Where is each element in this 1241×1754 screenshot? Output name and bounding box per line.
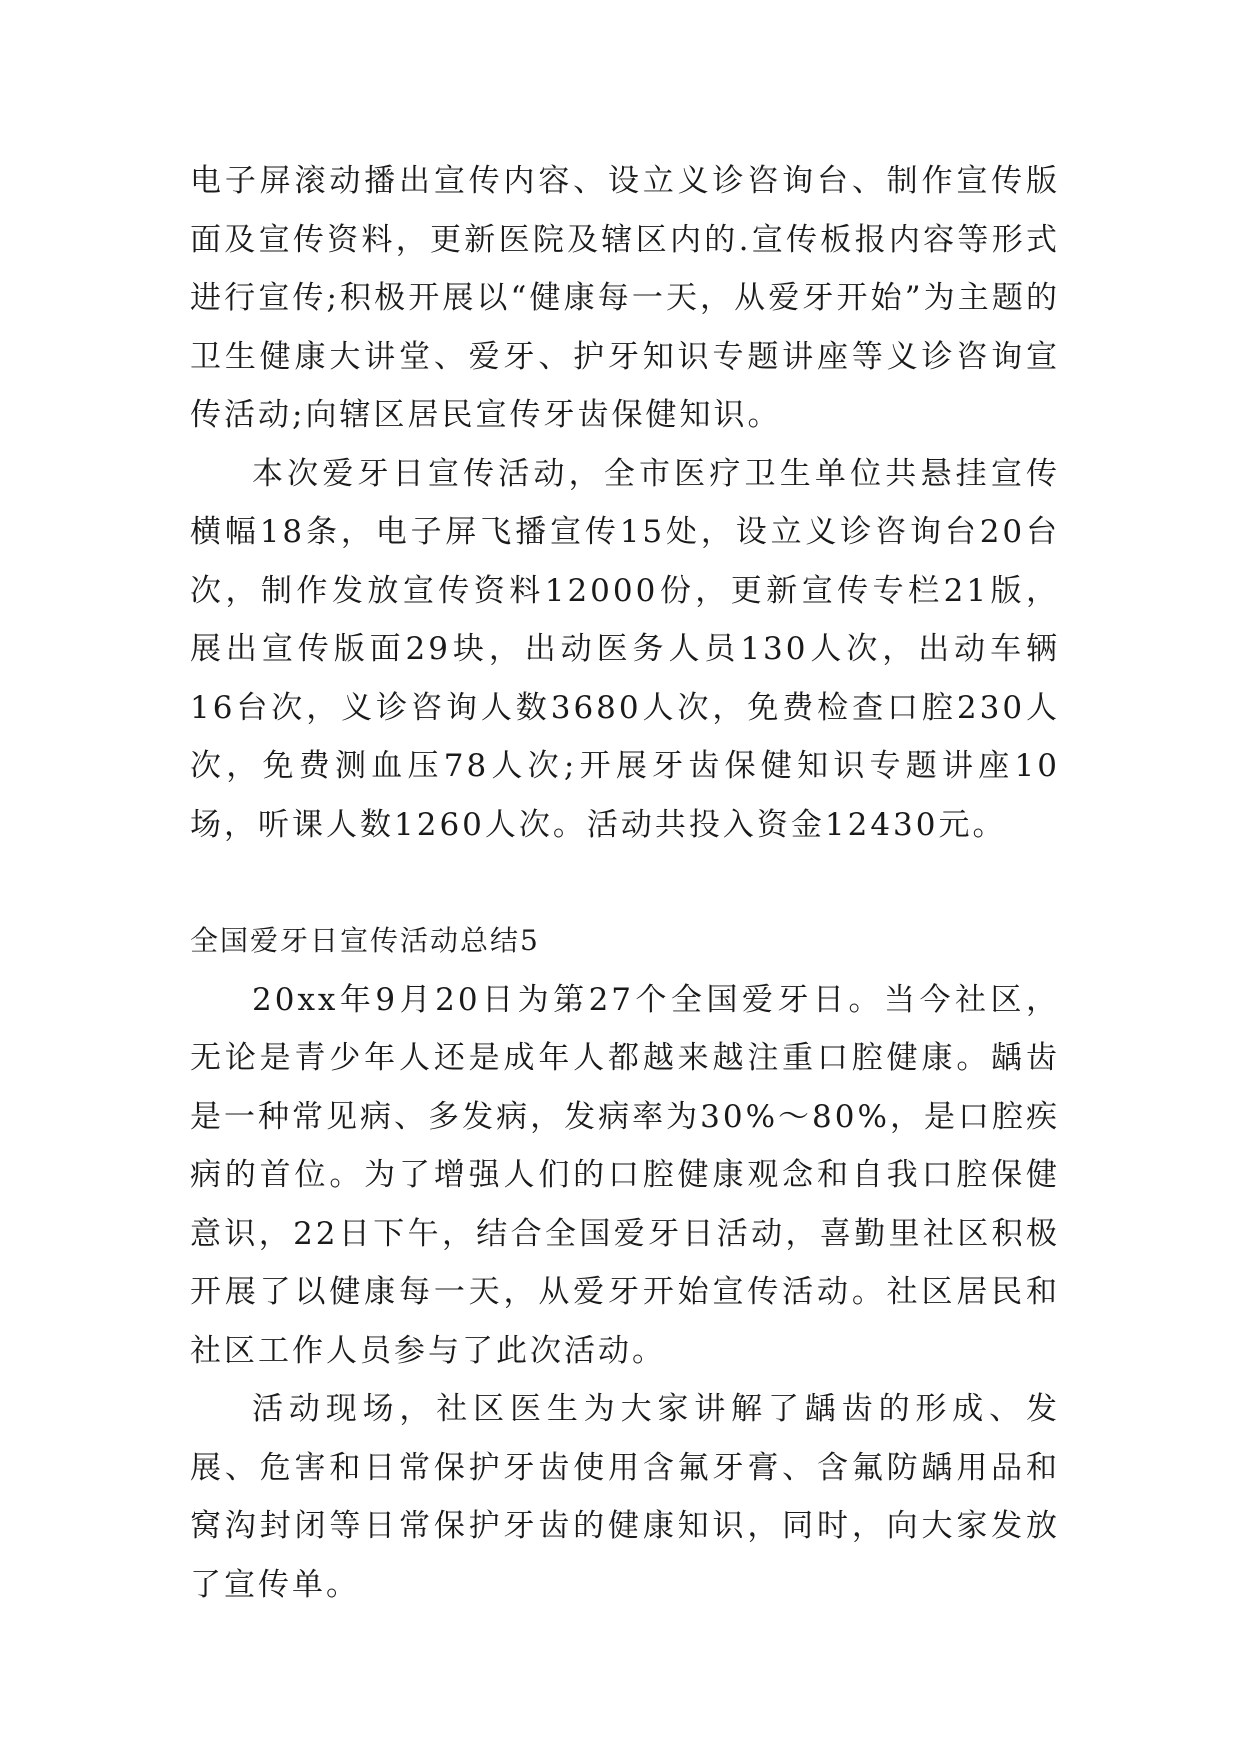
section-heading: 全国爱牙日宣传活动总结5 xyxy=(190,924,540,957)
document-body xyxy=(190,152,1060,1614)
paragraph-intro: 20xx年9月20日为第27个全国爱牙日。当今社区，无论是青少年人还是成年人都越来越注重口腔健康。龋齿是一种常见病、多发病，发病率为30%～80%，是口腔疾病的首位。为了增强人们的口腔健康观念和自我口腔保健意识，22日下午，结合全国爱牙日活动，喜勤里社区积极开展了以健康每一天，从爱牙开始宣传活动。社区居民和社区工作人员参与了此次活动。 xyxy=(190,981,1060,1369)
paragraph-activity: 活动现场，社区医生为大家讲解了龋齿的形成、发展、危害和日常保护牙齿使用含氟牙膏、含氟防龋用品和窝沟封闭等日常保护牙齿的健康知识，同时，向大家发放了宣传单。 xyxy=(190,1391,1060,1603)
paragraph-statistics: 本次爱牙日宣传活动，全市医疗卫生单位共悬挂宣传横幅18条，电子屏飞播宣传15处，设立义诊咨询台20台次，制作发放宣传资料12000份，更新宣传专栏21版，展出宣传版面29块，出动医务人员130人次，出动车辆16台次，义诊咨询人数3680人次，免费检查口腔230人次，免费测血压78人次;开展牙齿保健知识专题讲座10场，听课人数1260人次。活动共投入资金12430元。 xyxy=(190,455,1060,843)
paragraph-continuation: 电子屏滚动播出宣传内容、设立义诊咨询台、制作宣传版面及宣传资料，更新医院及辖区内的.宣传板报内容等形式进行宣传;积极开展以“健康每一天，从爱牙开始”为主题的卫生健康大讲堂、爱牙、护牙知识专题讲座等义诊咨询宣传活动;向辖区居民宣传牙齿保健知识。 xyxy=(190,163,1060,433)
